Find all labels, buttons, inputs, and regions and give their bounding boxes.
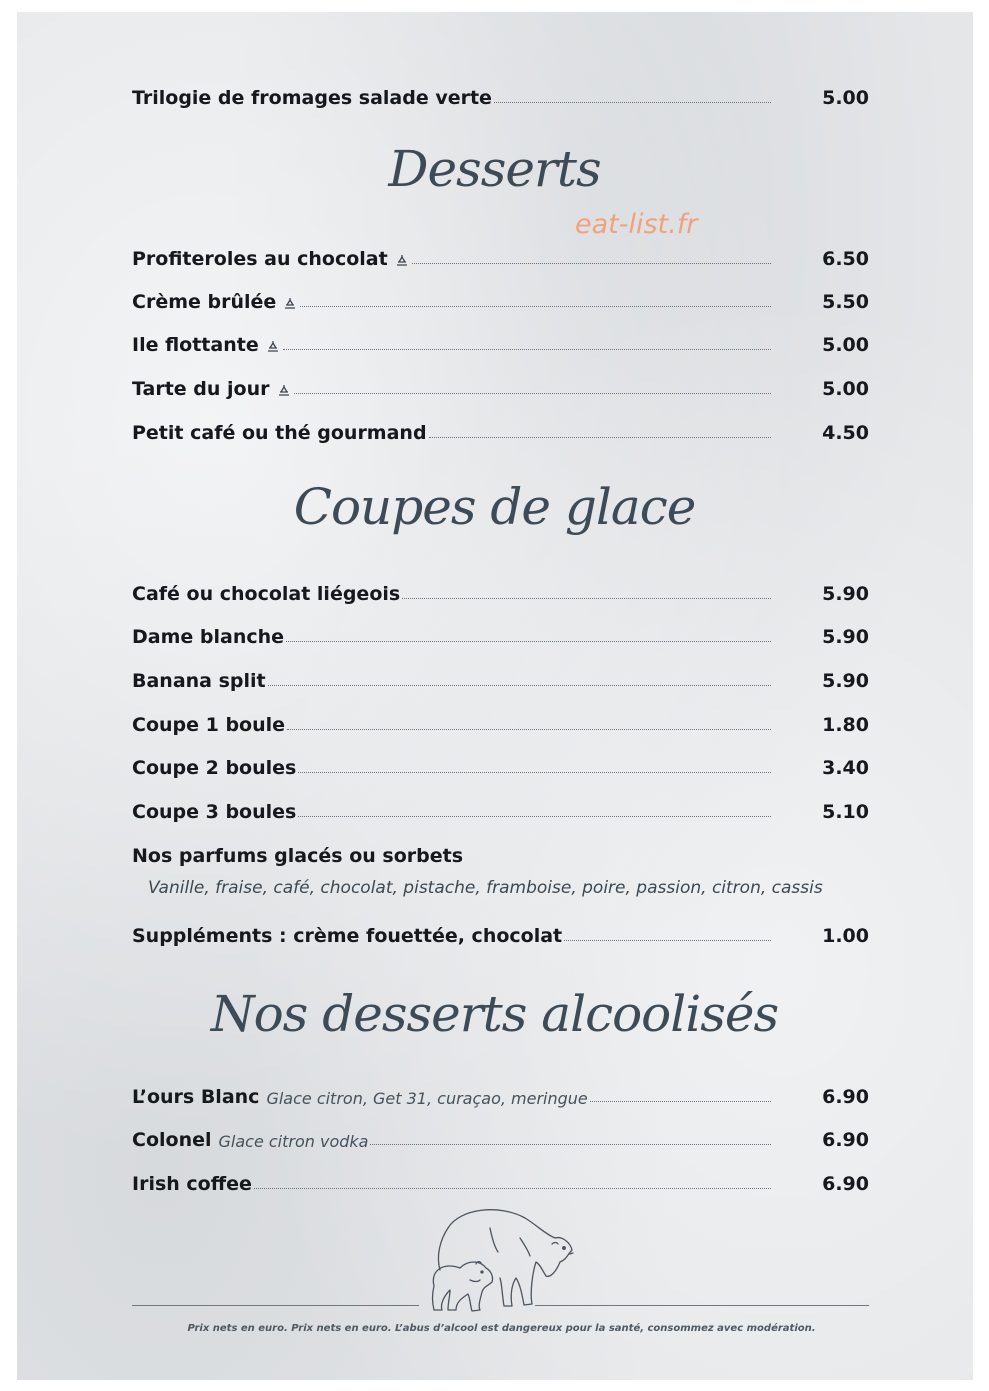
item-name: Café ou chocolat liégeois bbox=[132, 583, 401, 605]
leader-dots bbox=[590, 1101, 771, 1102]
menu-item bbox=[132, 1078, 869, 1108]
leader-dots bbox=[412, 263, 771, 264]
item-name: Ile flottante bbox=[132, 334, 259, 356]
menu-item bbox=[132, 414, 869, 444]
footer-note: Prix nets en euro. Prix nets en euro. L’abus d’alcool est dangereux pour la santé, consommez avec modération. bbox=[187, 1323, 816, 1334]
leader-dots bbox=[402, 598, 771, 599]
section-title-alcool: Nos desserts alcoolisés bbox=[210, 985, 779, 1043]
item-price: 5.00 bbox=[822, 378, 869, 400]
leader-dots bbox=[429, 437, 771, 438]
item-price: 6.90 bbox=[822, 1173, 869, 1195]
item-name: Tarte du jour bbox=[132, 378, 270, 400]
menu-item bbox=[132, 1121, 869, 1151]
menu-item bbox=[132, 917, 869, 947]
menu-item bbox=[132, 240, 869, 270]
item-price: 5.00 bbox=[822, 334, 869, 356]
item-name: Crème brûlée bbox=[132, 291, 277, 313]
leader-dots bbox=[254, 1188, 771, 1189]
menu-item bbox=[132, 326, 869, 356]
flavors-title: Nos parfums glacés ou sorbets bbox=[132, 845, 463, 867]
leader-dots bbox=[268, 685, 771, 686]
menu-item bbox=[132, 1165, 869, 1195]
menu-item bbox=[132, 793, 869, 823]
item-name: Dame blanche bbox=[132, 626, 285, 648]
leader-dots bbox=[294, 393, 772, 394]
item-name: L’ours Blanc bbox=[132, 1086, 260, 1108]
menu-item bbox=[132, 618, 869, 648]
polar-bear-icon bbox=[420, 1198, 580, 1318]
item-name: Coupe 3 boules bbox=[132, 801, 297, 823]
homemade-icon bbox=[394, 252, 410, 268]
item-name: Suppléments : crème fouettée, chocolat bbox=[132, 925, 563, 947]
item-name: Profiteroles au chocolat bbox=[132, 248, 388, 270]
homemade-icon bbox=[276, 382, 292, 398]
leader-dots bbox=[298, 816, 771, 817]
divider bbox=[132, 1305, 419, 1306]
menu-item bbox=[132, 662, 869, 692]
section-title-glaces: Coupes de glace bbox=[293, 478, 696, 536]
menu-item bbox=[132, 370, 869, 400]
menu-item bbox=[132, 283, 869, 313]
item-price: 6.50 bbox=[822, 248, 869, 270]
item-price: 3.40 bbox=[822, 757, 869, 779]
item-name: Petit café ou thé gourmand bbox=[132, 422, 427, 444]
item-price: 4.50 bbox=[822, 422, 869, 444]
item-price: 5.90 bbox=[822, 670, 869, 692]
item-description: Glace citron, Get 31, curaçao, meringue bbox=[266, 1089, 588, 1108]
item-price: 5.10 bbox=[822, 801, 869, 823]
item-name: Trilogie de fromages salade verte bbox=[132, 87, 492, 109]
leader-dots bbox=[286, 641, 771, 642]
menu-item bbox=[132, 79, 869, 109]
item-price: 5.90 bbox=[822, 583, 869, 605]
menu-item bbox=[132, 575, 869, 605]
leader-dots bbox=[300, 306, 771, 307]
watermark: eat-list.fr bbox=[575, 209, 698, 240]
item-price: 6.90 bbox=[822, 1086, 869, 1108]
flavors-title-row bbox=[132, 837, 869, 867]
item-price: 5.50 bbox=[822, 291, 869, 313]
item-price: 6.90 bbox=[822, 1129, 869, 1151]
section-title-desserts: Desserts bbox=[388, 140, 601, 198]
item-name: Coupe 2 boules bbox=[132, 757, 297, 779]
leader-dots bbox=[283, 349, 771, 350]
item-name: Colonel bbox=[132, 1129, 212, 1151]
leader-dots bbox=[287, 729, 771, 730]
homemade-icon bbox=[282, 295, 298, 311]
item-description: Glace citron vodka bbox=[218, 1132, 369, 1151]
leader-dots bbox=[298, 772, 771, 773]
leader-dots bbox=[370, 1144, 771, 1145]
flavors-list: Vanille, fraise, café, chocolat, pistache, framboise, poire, passion, citron, cassis bbox=[148, 878, 823, 898]
menu-item bbox=[132, 749, 869, 779]
leader-dots bbox=[494, 102, 771, 103]
item-price: 1.00 bbox=[822, 925, 869, 947]
item-price: 5.90 bbox=[822, 626, 869, 648]
leader-dots bbox=[564, 940, 771, 941]
item-price: 5.00 bbox=[822, 87, 869, 109]
item-name: Irish coffee bbox=[132, 1173, 252, 1195]
item-name: Coupe 1 boule bbox=[132, 714, 286, 736]
item-name: Banana split bbox=[132, 670, 266, 692]
menu-item bbox=[132, 706, 869, 736]
divider bbox=[535, 1305, 869, 1306]
homemade-icon bbox=[265, 338, 281, 354]
item-price: 1.80 bbox=[822, 714, 869, 736]
